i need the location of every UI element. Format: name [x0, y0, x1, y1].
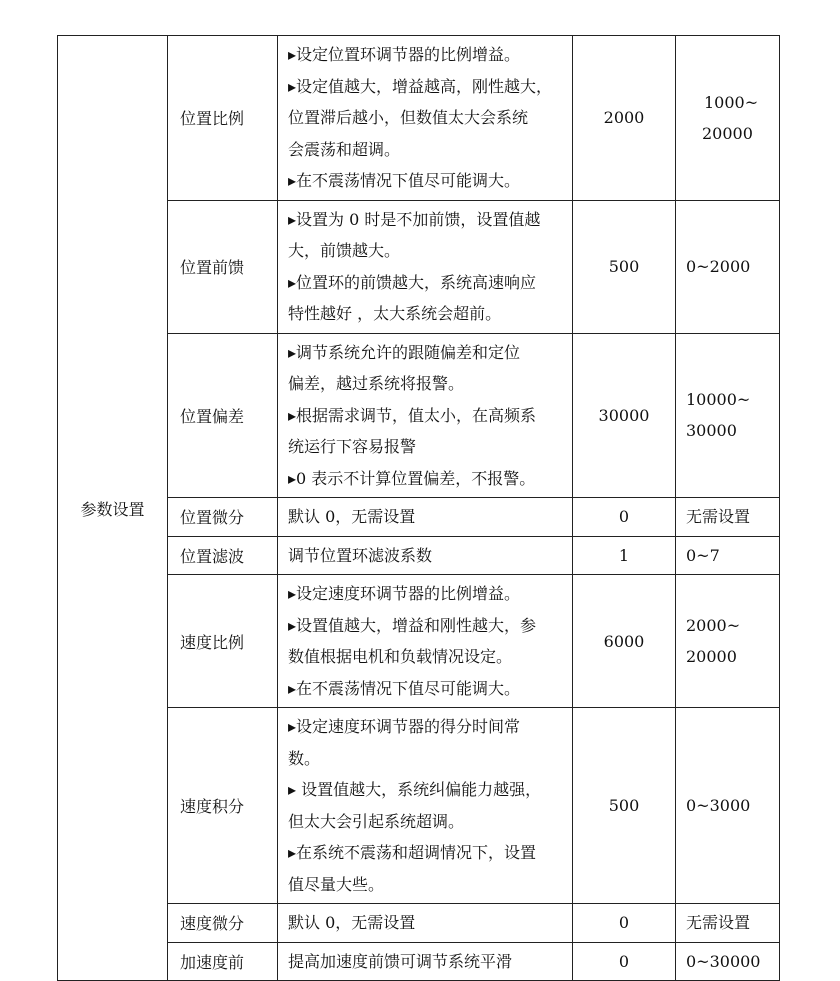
param-range	[676, 708, 780, 904]
description-line: 数值根据电机和负载情况设定。	[288, 647, 513, 666]
param-default: 1	[573, 536, 676, 575]
param-name: 速度积分	[168, 708, 278, 904]
description-line: ▸调节系统允许的跟随偏差和定位	[288, 342, 521, 362]
table-row	[58, 36, 780, 201]
param-range	[676, 536, 780, 575]
description-line: ▸在不震荡情况下值尽可能调大。	[288, 171, 521, 190]
param-range	[676, 904, 780, 943]
description-line: 数。	[288, 748, 321, 768]
param-description	[278, 536, 573, 575]
param-range	[676, 333, 780, 498]
range-line: 0~3000	[686, 796, 751, 815]
description-line: ▸根据需求调节，值太小，在高频系	[288, 405, 537, 425]
description-line: 默认 0，无需设置	[288, 507, 416, 526]
description-line: 大，前馈越大。	[288, 241, 401, 260]
range-line: 0~30000	[686, 951, 761, 971]
param-description	[278, 333, 573, 498]
param-default: 2000	[573, 36, 676, 201]
description-line: 但太大会引起系统超调。	[288, 811, 465, 831]
group-label: 参数设置	[80, 499, 145, 519]
param-description	[278, 498, 573, 537]
range-line: 10000~	[686, 390, 751, 410]
range-line: 20000	[686, 647, 737, 666]
description-line: ▸设定速度环调节器的得分时间常	[288, 717, 521, 736]
param-description	[278, 708, 573, 904]
description-line: 调节位置环滤波系数	[288, 545, 433, 565]
param-description	[278, 942, 573, 981]
description-line: ▸设定值越大，增益越高，刚性越大，	[288, 76, 553, 96]
description-line: 提高加速度前馈可调节系统平滑	[288, 951, 513, 971]
param-description	[278, 904, 573, 943]
range-line: 0~2000	[686, 257, 751, 276]
param-range	[676, 498, 780, 537]
param-name: 位置滤波	[168, 536, 278, 575]
param-default: 0	[573, 942, 676, 981]
description-line: ▸ 设置值越大，系统纠偏能力越强，	[288, 780, 542, 799]
param-name: 位置微分	[168, 498, 278, 537]
range-line: 20000	[702, 123, 753, 143]
description-line: 偏差，越过系统将报警。	[288, 374, 465, 393]
param-default: 500	[573, 708, 676, 904]
param-description	[278, 575, 573, 708]
param-name: 位置比例	[168, 36, 278, 201]
description-line: 特性越好 ，太大系统会超前。	[288, 304, 502, 323]
param-range	[676, 36, 780, 201]
param-range	[676, 200, 780, 333]
param-description	[278, 200, 573, 333]
param-name: 位置偏差	[168, 333, 278, 498]
description-line: ▸0 表示不计算位置偏差，不报警。	[288, 468, 536, 488]
description-line: 会震荡和超调。	[288, 139, 401, 159]
param-range	[676, 942, 780, 981]
description-line: 位置滞后越小，但数值太大会系统	[288, 108, 529, 127]
param-default: 6000	[573, 575, 676, 708]
param-name: 速度微分	[168, 904, 278, 943]
param-default: 500	[573, 200, 676, 333]
param-description	[278, 36, 573, 201]
description-line: ▸设置为 0 时是不加前馈，设置值越	[288, 209, 541, 229]
param-default: 30000	[573, 333, 676, 498]
description-line: ▸设定位置环调节器的比例增益。	[288, 45, 521, 64]
param-name: 位置前馈	[168, 200, 278, 333]
range-line: 无需设置	[686, 913, 751, 933]
description-line: ▸设定速度环调节器的比例增益。	[288, 584, 521, 603]
description-line: ▸在系统不震荡和超调情况下，设置	[288, 843, 537, 862]
range-line: 1000~	[704, 92, 759, 112]
description-line: 值尽量大些。	[288, 874, 385, 894]
description-line: ▸位置环的前馈越大，系统高速响应	[288, 272, 537, 292]
param-default: 0	[573, 498, 676, 537]
range-line: 0~7	[686, 545, 720, 565]
param-default: 0	[573, 904, 676, 943]
range-line: 30000	[686, 421, 737, 441]
description-line: 默认 0，无需设置	[288, 913, 416, 932]
description-line: ▸设置值越大，增益和刚性越大，参	[288, 615, 537, 635]
description-line: ▸在不震荡情况下值尽可能调大。	[288, 678, 521, 698]
description-line: 统运行下容易报警	[288, 437, 417, 456]
group-cell	[58, 36, 168, 981]
range-line: 无需设置	[686, 507, 751, 527]
param-name: 加速度前	[168, 942, 278, 981]
param-range	[676, 575, 780, 708]
param-name: 速度比例	[168, 575, 278, 708]
range-line: 2000~	[686, 616, 741, 635]
parameter-table	[57, 35, 780, 981]
